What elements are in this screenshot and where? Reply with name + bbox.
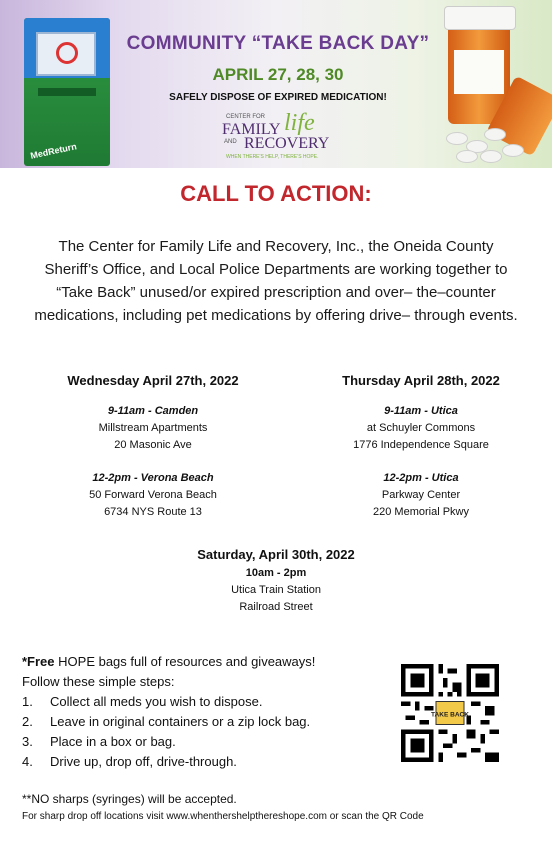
event-utica-morning: 9-11am - Utica at Schuyler Commons 1776 Independence Square xyxy=(353,405,489,451)
pill-bottles-image xyxy=(440,0,552,168)
steps-intro: Follow these simple steps: xyxy=(22,674,175,689)
saturday-heading: Saturday, April 30th, 2022 xyxy=(197,547,355,562)
sharps-note: **NO sharps (syringes) will be accepted. xyxy=(22,792,237,806)
medreturn-kiosk-image xyxy=(24,18,110,166)
event-utica-afternoon: 12-2pm - Utica Parkway Center 220 Memorial Pkwy xyxy=(373,472,469,518)
step-item: 2. Leave in original containers or a zip lock bag. xyxy=(22,714,311,729)
call-to-action-heading: CALL TO ACTION: xyxy=(180,181,372,206)
banner-title: COMMUNITY “TAKE BACK DAY” xyxy=(126,33,430,54)
header-banner xyxy=(0,0,552,168)
banner-dates: APRIL 27, 28, 30 xyxy=(212,65,344,84)
event-verona-beach: 12-2pm - Verona Beach 50 Forward Verona Beach 6734 NYS Route 13 xyxy=(89,472,217,518)
free-bags-section: *Free HOPE bags full of resources and giveaways! Follow these simple steps: 1. Collect all meds you wish to dispose. 2. Leave in original containers or a zip lock bag. 3. Place in a box or bag. 4. Drive up, drop off, drive-through. xyxy=(22,652,402,772)
banner-tagline: SAFELY DISPOSE OF EXPIRED MEDICATION! xyxy=(169,92,387,103)
cflr-logo: CENTER FOR FAMILY life AND RECOVERY WHEN THERE'S HELP, THERE'S HOPE. xyxy=(222,110,330,160)
sharps-dropoff-note: For sharp drop off locations visit www.whenthershelpthereshope.com or scan the QR Code xyxy=(22,811,424,822)
event-camden: 9-11am - Camden Millstream Apartments 20 Masonic Ave xyxy=(98,405,208,451)
thursday-heading: Thursday April 28th, 2022 xyxy=(342,373,500,388)
saturday-block: Saturday, April 30th, 2022 10am - 2pm Utica Train Station Railroad Street xyxy=(176,546,376,616)
intro-paragraph: The Center for Family Life and Recovery, Inc., the Oneida County Sheriff’s Office, and Local Police Departments are working together to “Take Back” unused/or expired prescription and over– the–counter medications, including pet medications by offering drive– through events. xyxy=(34,238,518,324)
qr-code[interactable] xyxy=(401,664,499,762)
steps-list xyxy=(22,692,402,772)
thursday-column xyxy=(312,372,530,537)
step-item: 4. Drive up, drop off, drive-through. xyxy=(22,754,237,769)
kiosk-brand: MedReturn xyxy=(29,141,78,161)
qr-center-label: TAKE BACK xyxy=(431,711,469,719)
step-item: 3. Place in a box or bag. xyxy=(22,734,176,749)
wednesday-heading: Wednesday April 27th, 2022 xyxy=(67,373,239,388)
wednesday-column xyxy=(46,372,260,537)
step-item: 1. Collect all meds you wish to dispose. xyxy=(22,694,263,709)
